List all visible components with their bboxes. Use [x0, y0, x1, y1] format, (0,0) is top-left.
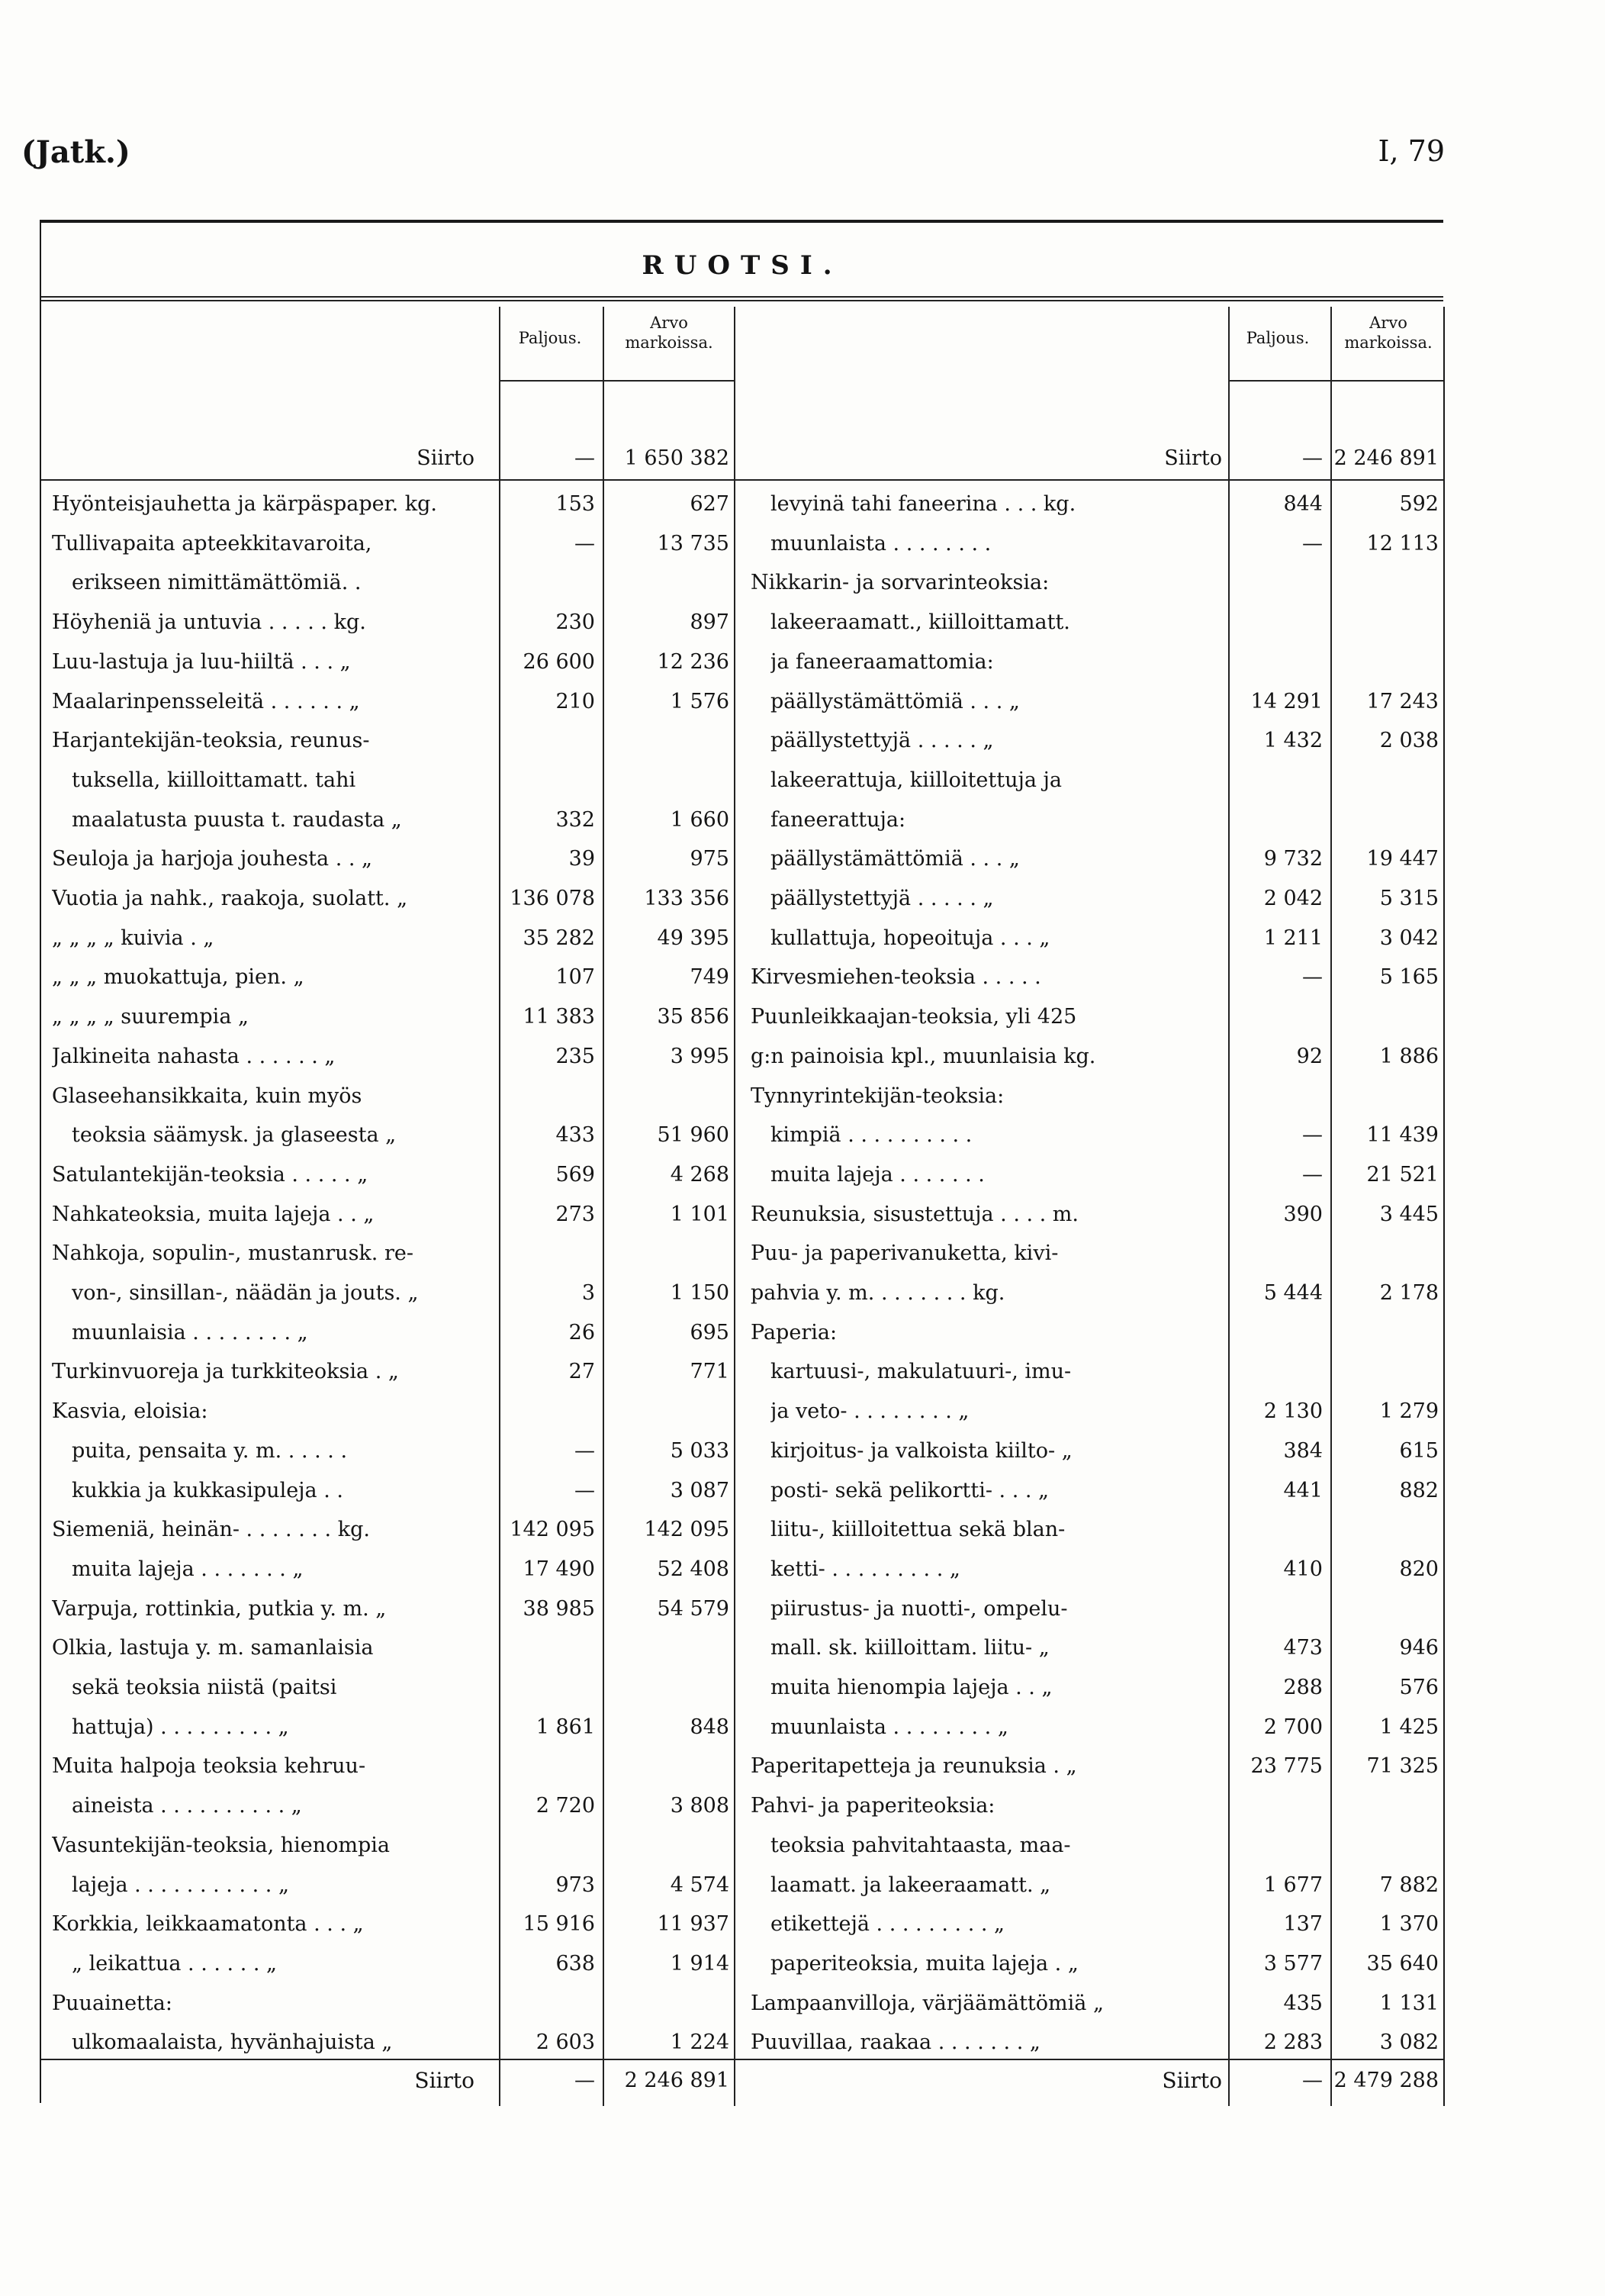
row-quantity: 27 [568, 1360, 595, 1383]
row-quantity: 39 [568, 847, 595, 871]
row-text: g:n painoisia kpl., muunlaisia kg. [751, 1045, 1096, 1068]
row-value: 771 [690, 1360, 729, 1383]
row-text: „ „ „ „ suurempia „ [52, 1006, 249, 1029]
row-quantity: 2 130 [1263, 1399, 1323, 1423]
row-value: 627 [690, 492, 729, 516]
row-quantity: 384 [1283, 1439, 1323, 1463]
carry-out-label-right: Siirto [1162, 2068, 1222, 2093]
row-value: 695 [690, 1321, 729, 1344]
row-text: Nahkateoksia, muita lajeja . . „ [52, 1203, 375, 1226]
section-title: RUOTSI. [642, 250, 843, 281]
row-quantity: 38 985 [523, 1597, 595, 1621]
row-quantity: 638 [555, 1952, 595, 1976]
row-text: Tynnyrintekijän-teoksia: [751, 1085, 1005, 1108]
row-text: Hyönteisjauhetta ja kärpäspaper. kg. [52, 493, 437, 516]
row-quantity: 390 [1283, 1203, 1323, 1226]
row-quantity: 1 861 [536, 1715, 595, 1739]
carry-in-value: 1 650 382 [624, 446, 729, 470]
row-value: 12 113 [1366, 532, 1439, 555]
row-text: kukkia ja kukkasipuleja . . [72, 1480, 343, 1502]
row-text: faneerattuja: [770, 809, 906, 832]
row-text: hattuja) . . . . . . . . . „ [72, 1716, 289, 1739]
row-text: Pahvi- ja paperiteoksia: [751, 1795, 995, 1818]
row-quantity: 142 095 [510, 1518, 595, 1541]
row-text: päällystettyjä . . . . . „ [770, 887, 994, 910]
row-quantity: 2 603 [536, 2030, 595, 2054]
row-value: 1 101 [670, 1203, 729, 1226]
header-rule-right [1228, 380, 1443, 382]
row-text: lajeja . . . . . . . . . . . „ [72, 1874, 289, 1897]
double-rule [41, 296, 1443, 301]
carry-out-rule-right [734, 2059, 1443, 2060]
row-value: 35 856 [657, 1005, 729, 1029]
row-quantity: — [1302, 965, 1323, 989]
row-value: 749 [690, 965, 729, 989]
row-value: 897 [690, 610, 729, 634]
row-value: 1 914 [670, 1952, 729, 1976]
row-text: Lampaanvilloja, värjäämättömiä „ [751, 1992, 1104, 2015]
header-quantity-right: Paljous. [1246, 329, 1310, 347]
row-value: 848 [690, 1715, 729, 1739]
row-text: posti- sekä pelikortti- . . . „ [770, 1480, 1050, 1502]
row-quantity: 230 [555, 610, 595, 634]
row-text: Reunuksia, sisustettuja . . . . m. [751, 1203, 1079, 1226]
row-text: päällystettyjä . . . . . „ [770, 729, 994, 752]
row-value: 52 408 [657, 1557, 729, 1581]
row-quantity: 210 [555, 690, 595, 713]
row-value: 5 165 [1379, 965, 1439, 989]
row-value: 615 [1399, 1439, 1439, 1463]
row-text: Siemeniä, heinän- . . . . . . . kg. [52, 1518, 370, 1541]
row-text: etikettejä . . . . . . . . . „ [770, 1913, 1005, 1936]
row-text: puita, pensaita y. m. . . . . . [72, 1440, 348, 1463]
row-value: 1 131 [1379, 1992, 1439, 2015]
row-text: liitu-, kiilloitettua sekä blan- [770, 1518, 1066, 1541]
row-quantity: 9 732 [1263, 847, 1323, 871]
row-text: Jalkineita nahasta . . . . . . „ [52, 1045, 336, 1068]
row-text: maalatusta puusta t. raudasta „ [72, 809, 402, 832]
carry-in-qty-right: — [1302, 446, 1323, 470]
row-text: aineista . . . . . . . . . . „ [72, 1795, 302, 1818]
row-text: mall. sk. kiilloittam. liitu- „ [770, 1637, 1050, 1660]
row-text: piirustus- ja nuotti-, ompelu- [770, 1598, 1068, 1621]
row-value: 1 150 [670, 1281, 729, 1305]
carry-in-rule-right [734, 479, 1443, 481]
row-text: Höyheniä ja untuvia . . . . . kg. [52, 611, 366, 634]
row-value: 1 425 [1379, 1715, 1439, 1739]
row-text: teoksia pahvitahtaasta, maa- [770, 1834, 1071, 1857]
row-text: Olkia, lastuja y. m. samanlaisia [52, 1637, 374, 1660]
row-value: 1 660 [670, 808, 729, 832]
row-text: erikseen nimittämättömiä. . [72, 572, 362, 594]
row-text: Turkinvuoreja ja turkkiteoksia . „ [52, 1361, 399, 1383]
row-quantity: 17 490 [523, 1557, 595, 1581]
row-value: 975 [690, 847, 729, 871]
row-value: 21 521 [1366, 1163, 1439, 1187]
row-text: Vasuntekijän-teoksia, hienompia [52, 1834, 391, 1857]
row-quantity: — [1302, 1163, 1323, 1187]
row-value: 3 082 [1379, 2030, 1439, 2054]
row-value: 4 574 [670, 1873, 729, 1897]
row-quantity: — [574, 1479, 595, 1502]
row-text: Korkkia, leikkaamatonta . . . „ [52, 1913, 364, 1936]
row-text: muita lajeja . . . . . . . „ [72, 1558, 304, 1581]
row-value: 142 095 [644, 1518, 729, 1541]
row-value: 1 886 [1379, 1045, 1439, 1068]
row-quantity: 435 [1283, 1992, 1323, 2015]
carry-out-value: 2 246 891 [624, 2069, 729, 2092]
row-quantity: 26 600 [523, 650, 595, 674]
row-value: 1 576 [670, 690, 729, 713]
carry-out-qty-right: — [1302, 2069, 1323, 2092]
row-text: Puunleikkaajan-teoksia, yli 425 [751, 1006, 1077, 1029]
row-quantity: 288 [1283, 1676, 1323, 1699]
row-text: Kasvia, eloisia: [52, 1400, 208, 1423]
page-header [0, 134, 1605, 180]
row-text: kullattuja, hopeoituja . . . „ [770, 927, 1050, 950]
carry-in-label: Siirto [417, 446, 474, 470]
row-quantity: 14 291 [1250, 690, 1323, 713]
row-value: 13 735 [657, 532, 729, 555]
row-quantity: 569 [555, 1163, 595, 1187]
row-text: „ „ „ „ kuivia . „ [52, 927, 214, 950]
row-quantity: 35 282 [523, 926, 595, 950]
row-quantity: 235 [555, 1045, 595, 1068]
row-text: Maalarinpensseleitä . . . . . . „ [52, 691, 360, 713]
row-quantity: 1 432 [1263, 729, 1323, 752]
row-quantity: — [1302, 1123, 1323, 1147]
row-quantity: 410 [1283, 1557, 1323, 1581]
row-value: 946 [1399, 1636, 1439, 1660]
row-text: kimpiä . . . . . . . . . . [770, 1124, 973, 1147]
row-quantity: — [574, 532, 595, 555]
row-quantity: 15 916 [523, 1912, 595, 1936]
row-text: Tullivapaita apteekkitavaroita, [52, 533, 372, 555]
row-text: muunlaista . . . . . . . . [770, 533, 992, 555]
row-text: kirjoitus- ja valkoista kiilto- „ [770, 1440, 1073, 1463]
row-quantity: 2 720 [536, 1794, 595, 1818]
row-text: Puuvillaa, raakaa . . . . . . . „ [751, 2031, 1041, 2054]
row-value: 17 243 [1366, 690, 1439, 713]
row-value: 51 960 [657, 1123, 729, 1147]
header-value-right: Arvo markoissa. [1344, 314, 1433, 352]
row-quantity: 23 775 [1250, 1754, 1323, 1778]
row-quantity: 3 577 [1263, 1952, 1323, 1976]
row-text: tuksella, kiilloittamatt. tahi [72, 769, 356, 792]
header-quantity: Paljous. [518, 329, 582, 347]
right-column-block [734, 307, 1445, 2106]
row-value: 71 325 [1366, 1754, 1439, 1778]
row-text: Glaseehansikkaita, kuin myös [52, 1085, 362, 1108]
row-text: Muita halpoja teoksia kehruu- [52, 1755, 366, 1778]
row-quantity: 153 [555, 492, 595, 516]
row-quantity: 433 [555, 1123, 595, 1147]
continued-label: (Jatk.) [21, 134, 130, 170]
row-text: muunlaisia . . . . . . . . „ [72, 1322, 308, 1344]
row-text: ja veto- . . . . . . . . „ [770, 1400, 970, 1423]
row-value: 576 [1399, 1676, 1439, 1699]
middle-rule [734, 307, 735, 2106]
row-value: 49 395 [657, 926, 729, 950]
row-quantity: 92 [1296, 1045, 1323, 1068]
row-value: 1 370 [1379, 1912, 1439, 1936]
row-text: Paperitapetteja ja reunuksia . „ [751, 1755, 1077, 1778]
row-text: Puu- ja paperivanuketta, kivi- [751, 1242, 1059, 1265]
row-value: 11 937 [657, 1912, 729, 1936]
row-text: levyinä tahi faneerina . . . kg. [770, 493, 1076, 516]
row-quantity: 2 283 [1263, 2030, 1323, 2054]
row-value: 5 033 [670, 1439, 729, 1463]
row-quantity: 441 [1283, 1479, 1323, 1502]
row-value: 2 178 [1379, 1281, 1439, 1305]
row-value: 11 439 [1366, 1123, 1439, 1147]
row-text: Harjantekijän-teoksia, reunus- [52, 729, 370, 752]
row-text: muita hienompia lajeja . . „ [770, 1676, 1053, 1699]
carry-in-label-right: Siirto [1164, 446, 1222, 470]
row-text: lakeerattuja, kiilloitettuja ja [770, 769, 1063, 792]
carry-in-rule [41, 479, 734, 481]
row-value: 592 [1399, 492, 1439, 516]
row-value: 5 315 [1379, 887, 1439, 910]
row-text: Puuainetta: [52, 1992, 172, 2015]
row-text: Seuloja ja harjoja jouhesta . . „ [52, 848, 373, 871]
row-text: „ leikattua . . . . . . „ [72, 1953, 278, 1976]
row-quantity: 973 [555, 1873, 595, 1897]
row-text: Nikkarin- ja sorvarinteoksia: [751, 572, 1050, 594]
row-value: 54 579 [657, 1597, 729, 1621]
row-text: päällystämättömiä . . . „ [770, 848, 1020, 871]
carry-in-qty: — [574, 446, 595, 470]
row-value: 35 640 [1366, 1952, 1439, 1976]
carry-out-rule [41, 2059, 734, 2060]
carry-out-qty: — [574, 2069, 595, 2092]
row-quantity: — [574, 1439, 595, 1463]
header-rule [499, 380, 734, 382]
row-text: ulkomaalaista, hyvänhajuista „ [72, 2031, 393, 2054]
statistics-table [40, 220, 1443, 2103]
row-quantity: 136 078 [510, 887, 595, 910]
row-value: 7 882 [1379, 1873, 1439, 1897]
row-text: Paperia: [751, 1322, 838, 1344]
row-text: pahvia y. m. . . . . . . . kg. [751, 1282, 1005, 1305]
row-text: päällystämättömiä . . . „ [770, 691, 1020, 713]
row-quantity: — [1302, 532, 1323, 555]
row-value: 3 445 [1379, 1203, 1439, 1226]
carry-in-value-right: 2 246 891 [1333, 446, 1439, 470]
row-quantity: 137 [1283, 1912, 1323, 1936]
row-value: 2 038 [1379, 729, 1439, 752]
row-text: sekä teoksia niistä (paitsi [72, 1676, 337, 1699]
row-quantity: 26 [568, 1321, 595, 1344]
row-quantity: 11 383 [523, 1005, 595, 1029]
row-value: 3 808 [670, 1794, 729, 1818]
row-value: 3 042 [1379, 926, 1439, 950]
row-text: ja faneeraamattomia: [770, 651, 994, 674]
row-text: ketti- . . . . . . . . . „ [770, 1558, 960, 1581]
carry-out-value-right: 2 479 288 [1333, 2069, 1439, 2092]
row-value: 12 236 [657, 650, 729, 674]
row-quantity: 2 700 [1263, 1715, 1323, 1739]
row-quantity: 5 444 [1263, 1281, 1323, 1305]
row-quantity: 2 042 [1263, 887, 1323, 910]
carry-out-label: Siirto [414, 2068, 474, 2093]
row-text: Nahkoja, sopulin-, mustanrusk. re- [52, 1242, 413, 1265]
row-value: 3 995 [670, 1045, 729, 1068]
row-text: Satulantekijän-teoksia . . . . . „ [52, 1164, 368, 1187]
row-text: Vuotia ja nahk., raakoja, suolatt. „ [52, 887, 408, 910]
row-value: 133 356 [644, 887, 729, 910]
row-text: kartuusi-, makulatuuri-, imu- [770, 1361, 1072, 1383]
row-quantity: 273 [555, 1203, 595, 1226]
row-text: muunlaista . . . . . . . . „ [770, 1716, 1008, 1739]
row-value: 4 268 [670, 1163, 729, 1187]
row-quantity: 3 [581, 1281, 595, 1305]
left-column-block [41, 307, 734, 2106]
row-quantity: 332 [555, 808, 595, 832]
header-value: Arvo markoissa. [625, 314, 713, 352]
row-value: 1 279 [1379, 1399, 1439, 1423]
row-value: 820 [1399, 1557, 1439, 1581]
page-number: I, 79 [1378, 134, 1445, 168]
row-text: Varpuja, rottinkia, putkia y. m. „ [52, 1598, 387, 1621]
row-text: laamatt. ja lakeeraamatt. „ [770, 1874, 1051, 1897]
row-value: 1 224 [670, 2030, 729, 2054]
row-quantity: 844 [1283, 492, 1323, 516]
row-text: „ „ „ muokattuja, pien. „ [52, 966, 304, 989]
row-value: 19 447 [1366, 847, 1439, 871]
row-quantity: 473 [1283, 1636, 1323, 1660]
row-value: 3 087 [670, 1479, 729, 1502]
row-text: teoksia säämysk. ja glaseesta „ [72, 1124, 397, 1147]
row-text: muita lajeja . . . . . . . [770, 1164, 985, 1187]
row-text: lakeeraamatt., kiilloittamatt. [770, 611, 1070, 634]
row-text: von-, sinsillan-, näädän ja jouts. „ [72, 1282, 419, 1305]
row-text: Luu-lastuja ja luu-hiiltä . . . „ [52, 651, 351, 674]
row-value: 882 [1399, 1479, 1439, 1502]
row-text: paperiteoksia, muita lajeja . „ [770, 1953, 1079, 1976]
row-quantity: 1 211 [1263, 926, 1323, 950]
row-quantity: 1 677 [1263, 1873, 1323, 1897]
row-text: Kirvesmiehen-teoksia . . . . . [751, 966, 1041, 989]
row-quantity: 107 [555, 965, 595, 989]
